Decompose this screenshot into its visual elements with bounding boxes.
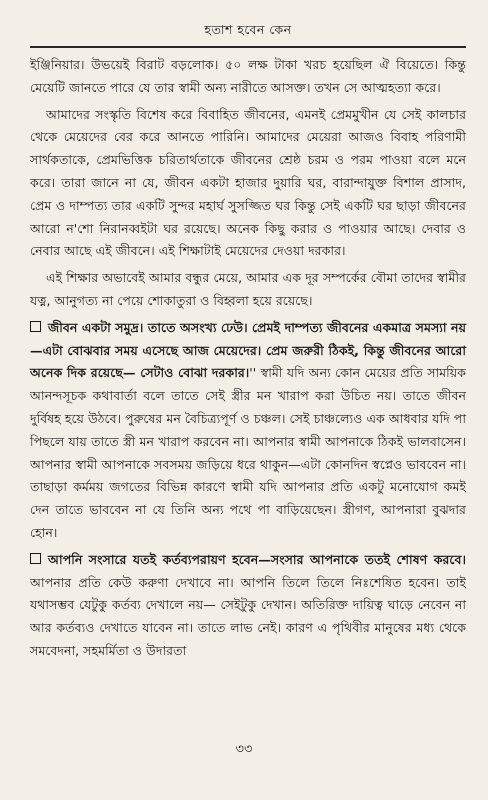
paragraph-1: ইঞ্জিনিয়ার। উভয়েই বিরাট বড়লোক। ৫০ লক্ষ টাকা খরচ হয়েছিল ঐ বিয়েতে। কিন্তু মেয়েটি জানতে পারে যে তার স্বামী অন্য নারীতে আসক্ত। তখন সে আত্মহত্যা করে। (30, 57, 466, 95)
running-header: হতাশ হবেন কেন (204, 22, 292, 37)
highlight-2-bold-text: আপনি সংসারে যতই কর্তব্যপরায়ণ হবেন—সংসার আপনাকে ততই শোষণ করবে। (48, 551, 466, 567)
body-text (30, 54, 466, 663)
highlight-1-text: '' স্বামী যদি অন্য কোন মেয়ের প্রতি সাময়িক আনন্দসূচক কথাবার্তা বলে তাতে সেই স্ত্রীর মন খারাপ করা উচিত নয়। তাতে জীবন দুর্বিষহ হয়ে উঠবে। পুরুষের মন বৈচিত্র্যপূর্ণ ও চঞ্চল। সেই চাঞ্চল্যেও এক আধবার যদি পা পিছলে যায় তাতে স্ত্রী মন খারাপ করবেন না। আপনার স্বামী আপনাকে ঠিকই ভালবাসেন। আপনার স্বামী আপনাকে সবসময় জড়িয়ে ধরে থাকুন—এটা কোনদিন স্বপ্নেও ভাববেন না। তাছাড়া কর্মময় জগতের বিভিন্ন কারণে স্বামী যদি আপনার প্রতি একটু মনোযোগ কমই দেন তাতে ভাববেন না যে তিনি অন্য পথে পা বাড়িয়েছেন। স্ত্রীগণ, আপনারা বুঝদার হোন। (30, 365, 466, 540)
highlight-paragraph-2 (30, 549, 466, 663)
checkbox-bullet-icon (30, 553, 41, 564)
highlight-2-text: আপনার প্রতি কেউ করুণা দেখাবে না। আপনি তিলে তিলে নিঃশেষিত হবেন। তাই যথাসম্ভব যেটুকু কর্তব্য দেখালে নয়— সেইটুকু দেখান। অতিরিক্ত দায়িত্ব ঘাড়ে নেবেন না আর কর্তব্যও দেখাতে যাবেন না। তাতে লাভ নেই। কারণ এ পৃথিবীর মানুষের মধ্য থেকে সমবেদনা, সহমর্মিতা ও উদারতা (30, 574, 466, 658)
checkbox-bullet-icon (30, 321, 41, 332)
paragraph-2: আমাদের সংস্কৃতি বিশেষ করে বিবাহিত জীবনের, এমনই প্রেমমুখীন যে সেই কালচার থেকে মেয়েদের বের করে আনতে পারিনি। আমাদের মেয়েরা আজও বিবাহ পরিণামী সার্থকতাকে, প্রেমভিত্তিক চরিতার্থতাকে জীবনের শ্রেষ্ঠ চরম ও পরম পাওয়া বলে মনে করে। তারা জানে না যে, জীবন একটা হাজার দুয়ারি ঘর, বারান্দাযুক্ত বিশাল প্রাসাদ, প্রেম ও দাম্পত্য তার একটি সুন্দর মহার্ঘ সুসজ্জিত ঘর কিন্তু সেই একটি ঘর ছাড়া জীবনের আরো ন'শো নিরানব্বইটা ঘর রয়েছে। অনেক কিছু করার ও পাওয়ার আছে। দেবার ও নেবার আছে এই জীবনে। এই শিক্ষাটাই মেয়েদের দেওয়া দরকার। (30, 106, 466, 259)
highlight-paragraph-1 (30, 317, 466, 545)
page-number: ৩৩ (235, 742, 253, 757)
highlight-1-bold-text: জীবন একটা সমুদ্র। তাতে অসংখ্য ঢেউ। প্রেমই দাম্পত্য জীবনের একমাত্র সমস্যা নয়—এটা বোঝবার সময় এসেছে আজ মেয়েদের। প্রেম জরুরী ঠিকই, কিন্তু জীবনের আরো অনেক দিক রয়েছে— সেটাও বোঝা দরকার। (30, 319, 466, 381)
header-rule (30, 46, 466, 48)
paragraph-3: এই শিক্ষার অভাবেই আমার বন্ধুর মেয়ে, আমার এক দূর সম্পর্কের বৌমা তাদের স্বামীর যত্ন, আনুগত্য না পেয়ে শোকাতুরা ও বিহ্বলা হয়ে রয়েছে। (30, 270, 466, 308)
